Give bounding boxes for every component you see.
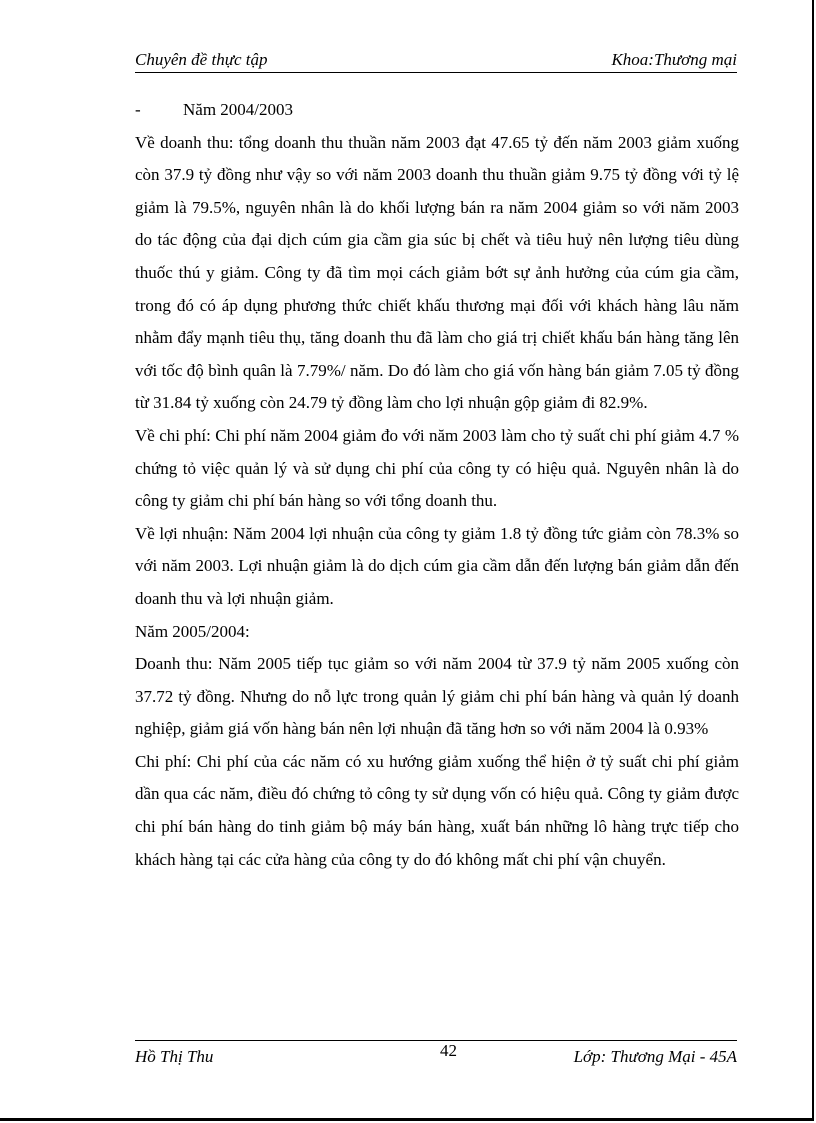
page-number: 42	[440, 1041, 457, 1060]
paragraph-cost-2004: Về chi phí: Chi phí năm 2004 giảm đo với năm 2003 làm cho tỷ suất chi phí giảm 4.7 % chứng tỏ việc quản lý và sử dụng chi phí của công ty có hiệu quả. Nguyên nhân là do công ty giảm chi phí bán hàng so với tổng doanh thu.	[135, 425, 739, 511]
footer-class: Lớp: Thương Mại - 45A	[573, 1047, 737, 1066]
footer-author: Hồ Thị Thu	[135, 1047, 214, 1066]
section-heading-2005-2004: Năm 2005/2004:	[135, 621, 250, 641]
paragraph-revenue-2005: Doanh thu: Năm 2005 tiếp tục giảm so với năm 2004 từ 37.9 tỷ năm 2005 xuống còn 37.72 tỷ đồng. Nhưng do nỗ lực trong quản lý giảm chi phí bán hàng và quản lý doanh nghiệp, giảm giá vốn hàng bán nên lợi nhuận đã tăng hơn so với năm 2004 là 0.93%	[135, 654, 739, 739]
paragraph-revenue-2004: Về doanh thu: tổng doanh thu thuần năm 2003 đạt 47.65 tỷ đến năm 2003 giảm xuống còn 37.9 tỷ đồng như vậy so với năm 2003 doanh thu thuần giảm 9.75 tỷ đồng với tỷ lệ giảm là 79.5%, nguyên nhân là do khối lượng bán ra năm 2004 giảm so với năm 2003 do tác động của đại dịch cúm gia cầm gia súc bị chết và tiêu huỷ nên lượng tiêu dùng thuốc thú y giảm. Công ty đã tìm mọi cách giảm bớt sự ảnh hưởng của cúm gia cầm, trong đó có áp dụng phương thức chiết khấu thương mại đối với khách hàng lâu năm nhằm đẩy mạnh tiêu thụ, tăng doanh thu đã làm cho giá trị chiết khấu bán hàng tăng lên với tốc độ bình quân là 7.79%/ năm. Do đó làm cho giá vốn hàng bán giảm 7.05 tỷ đồng từ 31.84 tỷ xuống còn 24.79 tỷ đồng làm cho lợi nhuận gộp giảm đi 82.9%.	[135, 132, 739, 413]
document-body	[135, 94, 739, 876]
heading-text: Năm 2004/2003	[183, 100, 294, 119]
page-footer	[135, 1040, 737, 1071]
bullet-dash: -	[135, 100, 141, 119]
section-heading-2004-2003	[135, 94, 739, 127]
page-header	[135, 50, 737, 73]
header-department: Khoa:Thương mại	[611, 50, 737, 69]
header-title: Chuyên đề thực tập	[135, 50, 268, 69]
paragraph-profit-2004: Về lợi nhuận: Năm 2004 lợi nhuận của công ty giảm 1.8 tỷ đồng tức giảm còn 78.3% so với năm 2003. Lợi nhuận giảm là do dịch cúm gia cầm dẫn đến lượng bán giảm dẫn đến doanh thu và lợi nhuận giảm.	[135, 523, 739, 608]
paragraph-cost-2005: Chi phí: Chi phí của các năm có xu hướng giảm xuống thể hiện ở tỷ suất chi phí giảm dần qua các năm, điều đó chứng tỏ công ty sử dụng vốn có hiệu quả. Công ty giảm được chi phí bán hàng do tinh giảm bộ máy bán hàng, xuất bán những lô hàng trực tiếp cho khách hàng tại các cửa hàng của công ty do đó không mất chi phí vận chuyển.	[135, 751, 739, 869]
